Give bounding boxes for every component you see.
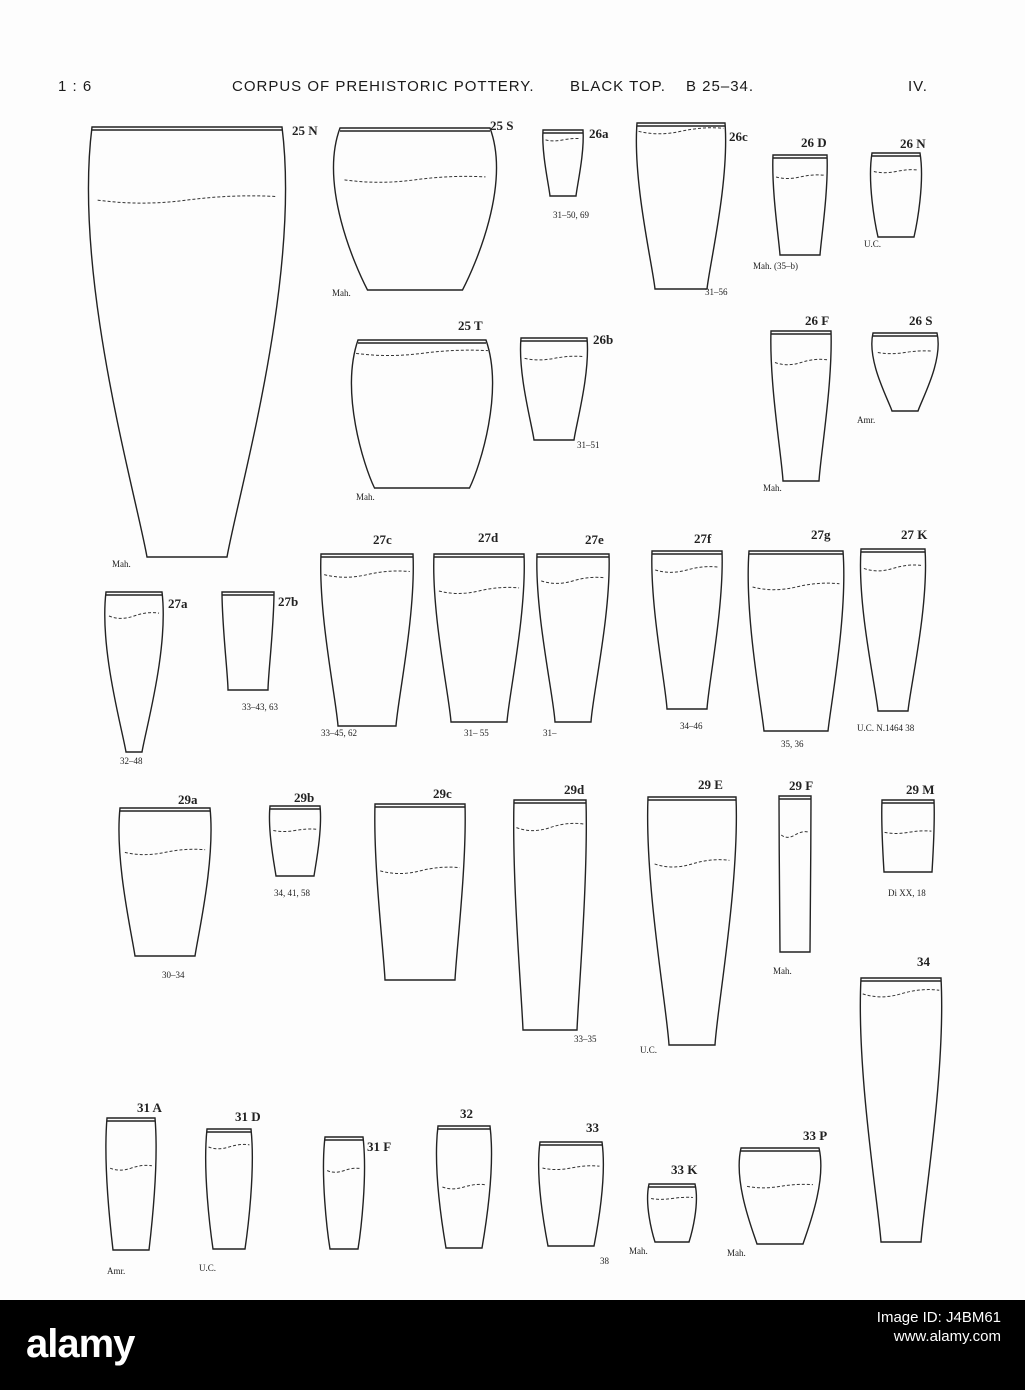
black-top-line xyxy=(863,990,939,997)
scale-label: 1 : 6 xyxy=(58,78,93,95)
vessel-note: Mah. xyxy=(763,483,782,493)
vessel-outline xyxy=(648,1184,697,1242)
black-top-line xyxy=(543,1166,600,1170)
black-top-line xyxy=(380,867,459,873)
vessel-26n xyxy=(864,136,926,249)
vessel-outline xyxy=(521,338,588,440)
vessel-note: U.C. xyxy=(199,1263,217,1273)
vessel-note: U.C. xyxy=(864,239,882,249)
vessel-label: 31 D xyxy=(235,1109,261,1124)
black-top-line xyxy=(639,128,724,134)
vessel-note: Mah. xyxy=(727,1248,746,1258)
vessel-29m xyxy=(882,782,935,898)
vessel-32 xyxy=(437,1106,492,1248)
black-top-line xyxy=(110,1165,152,1170)
vessel-note: 31–50, 69 xyxy=(553,210,589,220)
vessel-outline xyxy=(860,549,925,711)
vessel-outline xyxy=(269,806,320,876)
vessel-note: 38 xyxy=(600,1256,609,1266)
vessel-note: 33–45, 62 xyxy=(321,728,357,738)
vessel-label: 26 F xyxy=(805,313,830,328)
vessel-outline xyxy=(872,333,938,411)
vessel-29d xyxy=(514,782,597,1044)
vessel-outline xyxy=(860,978,941,1242)
vessel-outline xyxy=(537,554,609,722)
vessel-label: 31 A xyxy=(137,1100,162,1115)
vessel-note: Mah. xyxy=(773,966,792,976)
vessel-note: 30–34 xyxy=(162,970,185,980)
vessel-label: 32 xyxy=(460,1106,473,1121)
vessel-label: 29 M xyxy=(906,782,935,797)
vessel-note: U.C. N.1464 38 xyxy=(857,723,915,733)
vessel-34 xyxy=(860,954,941,1242)
vessel-33 xyxy=(539,1120,610,1266)
vessel-label: 29a xyxy=(178,792,198,807)
vessel-note: 32–48 xyxy=(120,756,143,766)
black-top-line xyxy=(125,849,205,854)
vessel-note: Mah. (35–b) xyxy=(753,261,798,271)
black-top-line xyxy=(546,138,581,140)
vessel-note: 33–35 xyxy=(574,1034,597,1044)
black-top-line xyxy=(209,1144,250,1148)
vessel-note: 35, 36 xyxy=(781,739,804,749)
vessel-outline xyxy=(334,128,497,290)
vessel-26c xyxy=(636,123,748,297)
vessel-label: 26 N xyxy=(900,136,926,151)
plate-range: B 25–34. xyxy=(686,78,755,95)
vessel-29e xyxy=(640,777,736,1055)
vessel-label: 26c xyxy=(729,129,748,144)
vessel-outline xyxy=(779,796,811,952)
vessel-label: 25 N xyxy=(292,123,318,138)
black-top-line xyxy=(878,351,932,354)
vessel-label: 29 F xyxy=(789,778,814,793)
vessel-26d xyxy=(753,135,827,271)
vessel-26b xyxy=(521,332,614,450)
image-credit xyxy=(877,1308,1001,1346)
vessel-outline xyxy=(739,1148,821,1244)
vessel-outline xyxy=(222,592,274,690)
vessel-outline xyxy=(636,123,725,289)
vessel-label: 27c xyxy=(373,532,392,547)
vessel-label: 27g xyxy=(811,527,831,542)
vessel-29f xyxy=(773,778,813,976)
black-top-line xyxy=(345,176,486,182)
vessel-label: 31 F xyxy=(367,1139,392,1154)
vessel-label: 25 T xyxy=(458,318,483,333)
vessel-27d xyxy=(434,530,525,738)
vessel-31d xyxy=(199,1109,261,1273)
black-top-line xyxy=(324,571,410,577)
vessel-label: 26b xyxy=(593,332,614,347)
vessel-label: 27b xyxy=(278,594,299,609)
vessel-note: Amr. xyxy=(107,1266,126,1276)
vessel-note: 33–43, 63 xyxy=(242,702,278,712)
vessel-27b xyxy=(222,592,298,712)
vessel-27f xyxy=(652,531,722,731)
black-top-line xyxy=(525,356,584,360)
vessel-31f xyxy=(323,1137,391,1249)
vessel-label: 26a xyxy=(589,126,609,141)
vessel-label: 33 K xyxy=(671,1162,698,1177)
vessel-29a xyxy=(119,792,211,980)
site-url: www.alamy.com xyxy=(893,1328,1001,1345)
image-id: Image ID: J4BM61 xyxy=(876,1309,1001,1326)
vessel-26s xyxy=(857,313,938,425)
black-top-line xyxy=(327,1168,361,1172)
vessel-note: 34–46 xyxy=(680,721,703,731)
vessel-note: U.C. xyxy=(640,1045,658,1055)
vessel-label: 27d xyxy=(478,530,499,545)
plate-title: CORPUS OF PREHISTORIC POTTERY. xyxy=(232,78,535,95)
vessel-label: 27a xyxy=(168,596,188,611)
vessel-note: 34, 41, 58 xyxy=(274,888,310,898)
vessel-outline xyxy=(648,797,737,1045)
vessel-label: 25 S xyxy=(490,118,514,133)
vessel-33k xyxy=(629,1162,698,1256)
black-top-line xyxy=(781,832,809,838)
vessel-outline xyxy=(351,340,492,488)
vessel-label: 29c xyxy=(433,786,452,801)
vessel-note: Mah. xyxy=(332,288,351,298)
watermark-bar xyxy=(0,1300,1025,1390)
black-top-line xyxy=(753,583,840,590)
black-top-line xyxy=(273,829,316,832)
vessel-27e xyxy=(537,532,609,738)
vessel-33p xyxy=(727,1128,827,1258)
vessel-note: 31–56 xyxy=(705,287,728,297)
black-top-line xyxy=(747,1184,813,1187)
vessel-outline xyxy=(773,155,827,255)
vessel-29c xyxy=(375,786,465,980)
black-top-line xyxy=(874,170,918,173)
black-top-line xyxy=(439,587,519,593)
vessel-label: 29b xyxy=(294,790,315,805)
black-top-line xyxy=(98,196,277,203)
vessel-note: 31– 55 xyxy=(464,728,489,738)
vessel-outline xyxy=(88,127,285,557)
vessel-27a xyxy=(105,592,188,766)
black-top-line xyxy=(442,1184,485,1188)
black-top-line xyxy=(356,350,488,355)
vessel-25s xyxy=(332,118,513,298)
black-top-line xyxy=(651,1197,693,1199)
black-top-line xyxy=(655,567,719,573)
vessel-outline xyxy=(106,1118,156,1250)
vessel-label: 26 S xyxy=(909,313,933,328)
black-top-line xyxy=(541,577,605,583)
vessel-25n xyxy=(88,123,318,569)
vessel-31a xyxy=(106,1100,163,1276)
vessel-label: 34 xyxy=(917,954,930,969)
vessel-outline xyxy=(514,800,587,1030)
vessel-outline xyxy=(321,554,414,726)
black-top-line xyxy=(775,359,827,364)
vessel-label: 27e xyxy=(585,532,604,547)
vessel-label: 27 K xyxy=(901,527,928,542)
vessel-27c xyxy=(321,532,414,738)
vessel-outline xyxy=(375,804,465,980)
vessel-29b xyxy=(269,790,320,898)
vessel-note: Mah. xyxy=(356,492,375,502)
vessel-note: 31– xyxy=(543,728,557,738)
vessel-label: 29 E xyxy=(698,777,723,792)
vessel-note: Amr. xyxy=(857,415,876,425)
vessel-outline xyxy=(539,1142,604,1246)
vessel-label: 26 D xyxy=(801,135,827,150)
black-top-line xyxy=(109,613,159,619)
vessel-outline xyxy=(652,551,722,709)
black-top-line xyxy=(885,831,932,834)
vessel-outline xyxy=(870,153,921,237)
black-top-line xyxy=(516,823,583,830)
plate-subtitle: BLACK TOP. xyxy=(570,78,666,95)
black-top-line xyxy=(776,175,824,179)
vessel-27k xyxy=(857,527,928,733)
vessel-25t xyxy=(351,318,492,502)
vessel-label: 29d xyxy=(564,782,585,797)
vessel-26a xyxy=(543,126,609,220)
vessel-note: Mah. xyxy=(629,1246,648,1256)
vessel-outline xyxy=(748,551,844,731)
vessel-27g xyxy=(748,527,844,749)
vessel-label: 33 P xyxy=(803,1128,828,1143)
vessel-outline xyxy=(434,554,525,722)
vessel-note: 31–51 xyxy=(577,440,600,450)
alamy-logo: alamy xyxy=(26,1322,135,1366)
vessel-outline xyxy=(119,808,211,956)
plate-number: IV. xyxy=(908,78,928,95)
black-top-line xyxy=(655,860,730,867)
vessel-outline xyxy=(771,331,831,481)
black-top-line xyxy=(864,565,922,571)
vessel-label: 27f xyxy=(694,531,712,546)
vessel-note: Mah. xyxy=(112,559,131,569)
vessel-outline xyxy=(882,800,935,872)
vessel-label: 33 xyxy=(586,1120,599,1135)
vessel-26f xyxy=(763,313,831,493)
vessel-outline xyxy=(323,1137,364,1249)
vessel-note: Di XX, 18 xyxy=(888,888,926,898)
